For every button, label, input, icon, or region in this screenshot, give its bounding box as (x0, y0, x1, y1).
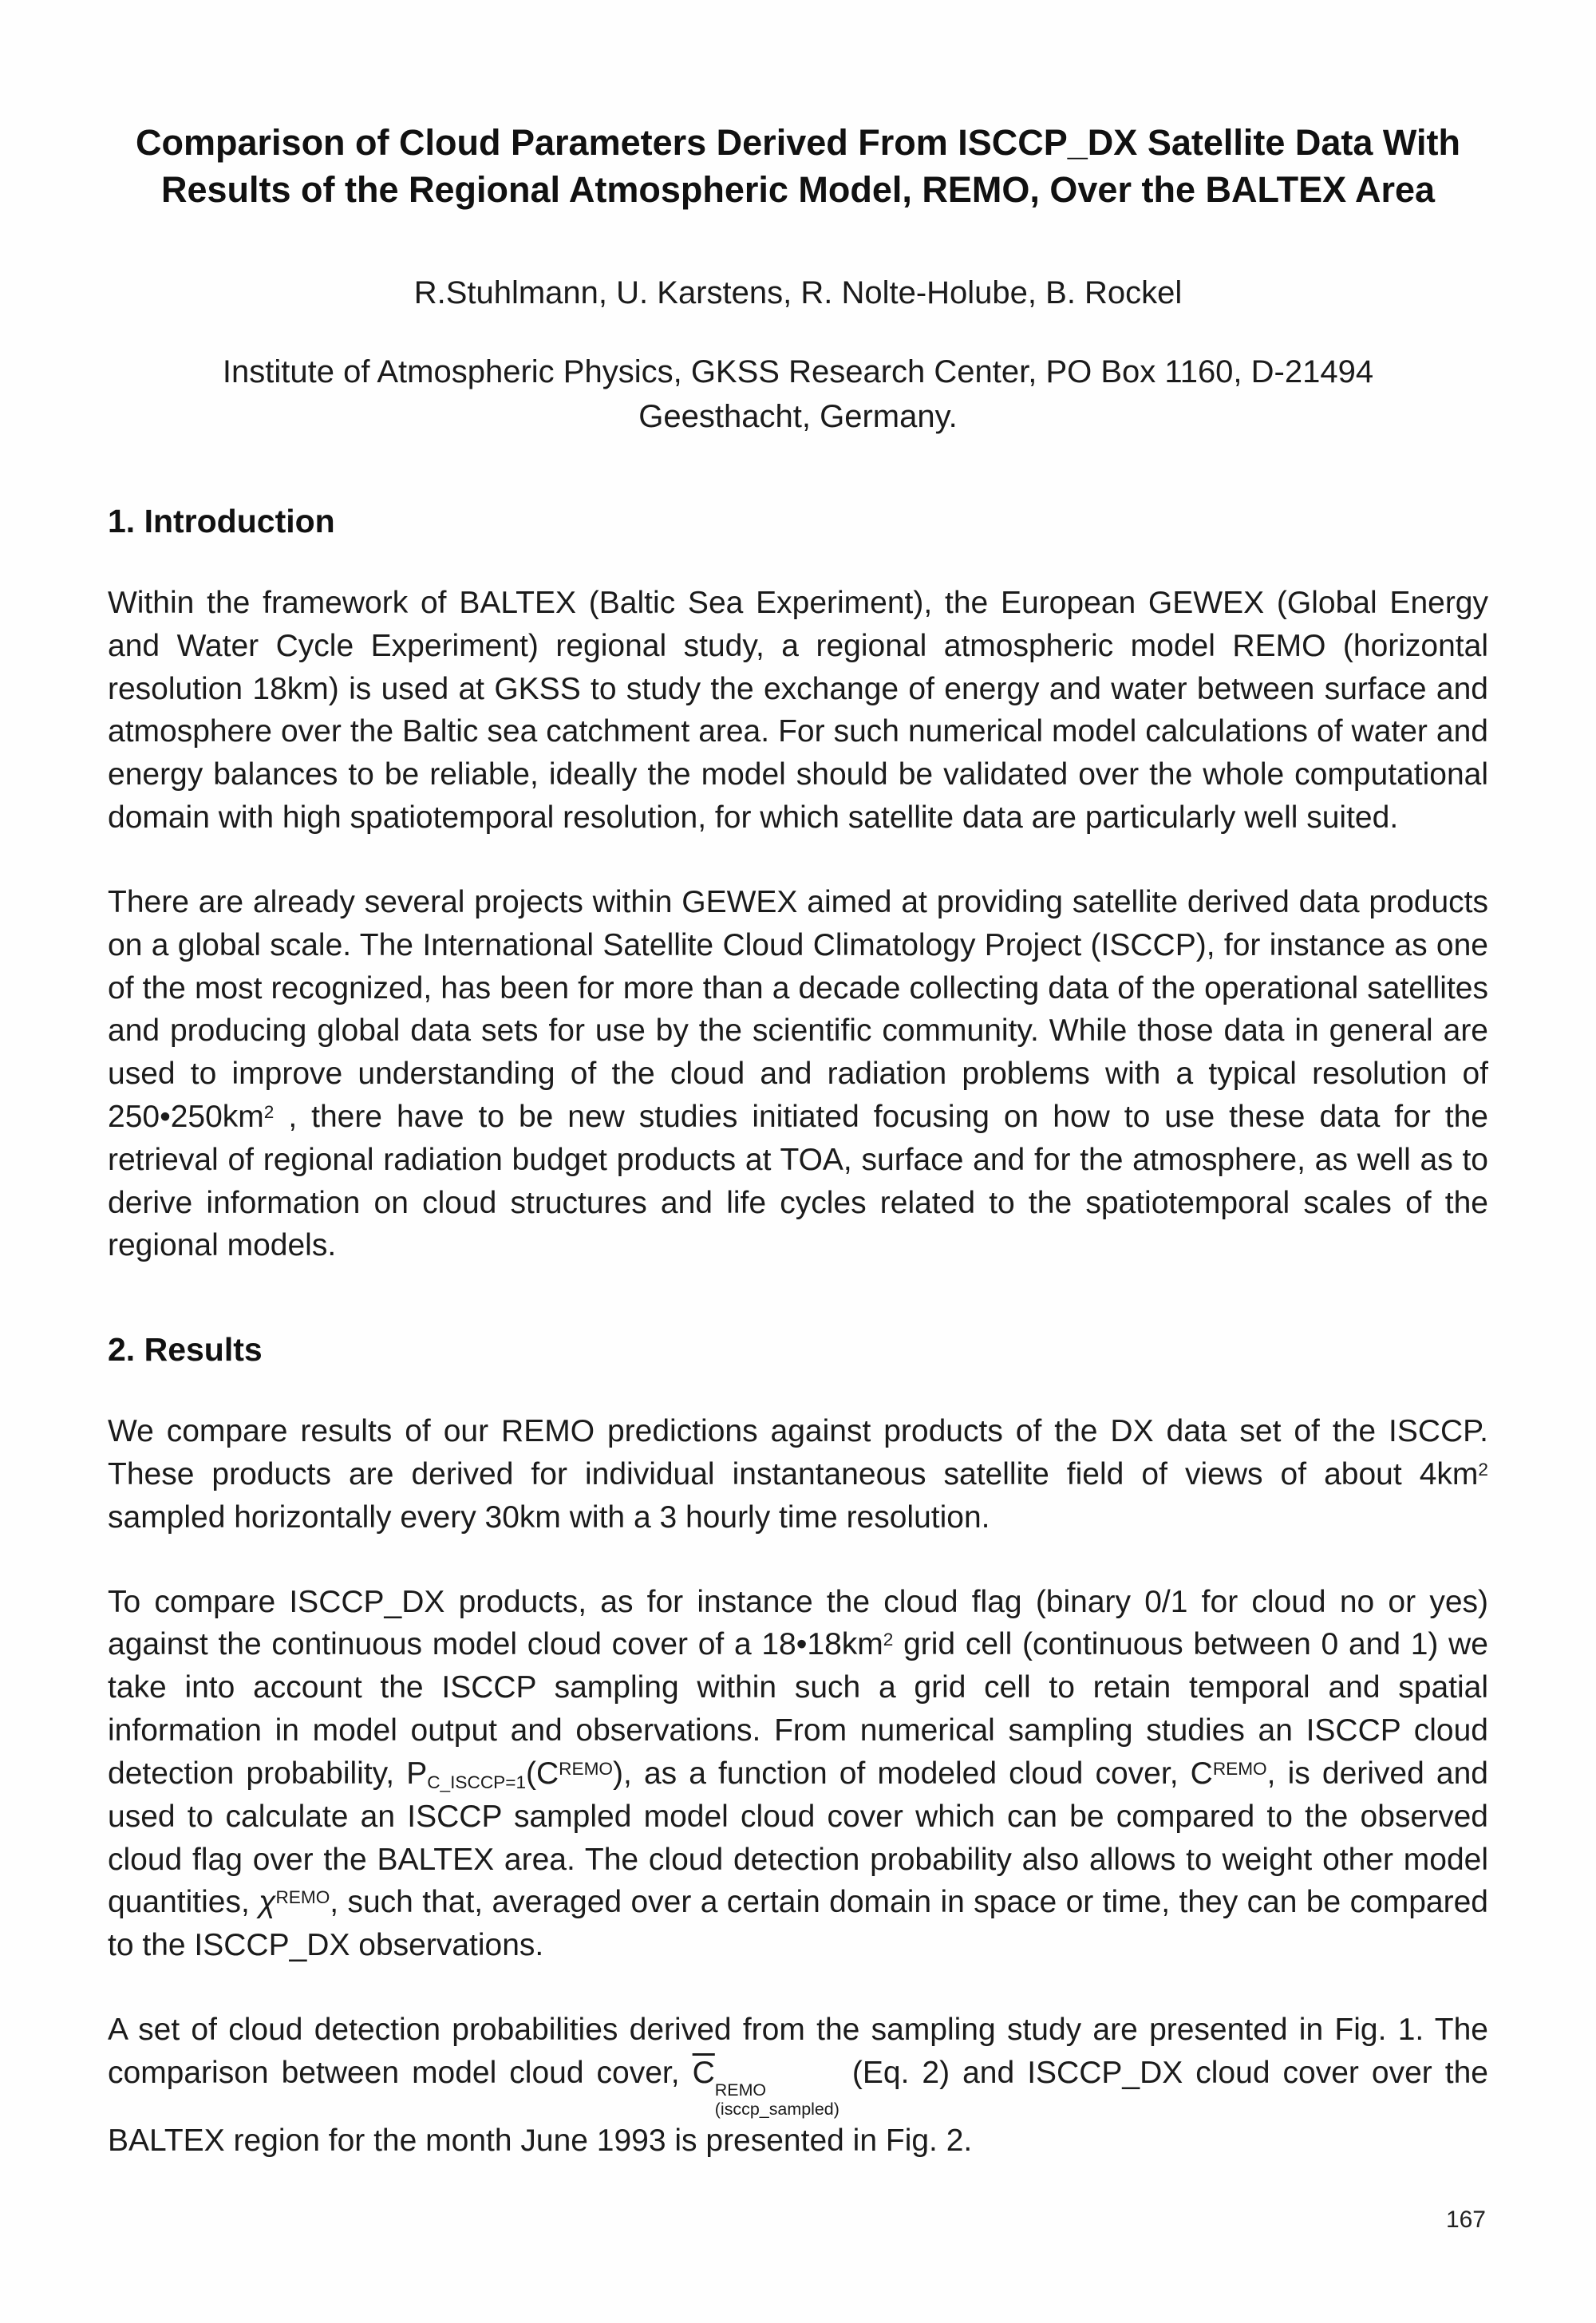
page-number: 167 (1445, 2206, 1486, 2233)
paragraph-introduction-1: Within the framework of BALTEX (Baltic Sea Experiment), the European GEWEX (Global Energy and Water Cycle Experiment) regional study, a regional atmospheric model REMO (horizontal resolution 18km) is used at GKSS to study the exchange of energy and water between surface and atmosphere over the Baltic sea catchment area. For such numerical model calculations of water and energy balances to be reliable, ideally the model should be validated over the whole computational domain with high spatiotemporal resolution, for which satellite data are particularly well suited. (108, 586, 1488, 836)
section-introduction (108, 503, 1488, 1267)
paper-title: Comparison of Cloud Parameters Derived From ISCCP_DX Satellite Data With Results of the Regional Atmospheric Model, REMO, Over the BALTEX Area (136, 122, 1460, 210)
section-results (108, 1331, 1488, 2163)
authors-line: R.Stuhlmann, U. Karstens, R. Nolte-Holube, B. Rockel (413, 275, 1183, 310)
paragraph-introduction-2: There are already several projects within GEWEX aimed at providing satellite derived data products on a global scale. The International Satellite Cloud Climatology Project (ISCCP), for instance as one of the most recognized, has been for more than a decade collecting data of the operational satellites and producing global data sets for use by the scientific community. While those data in general are used to improve understanding of the cloud and radiation problems with a typical resolution of $250•250km^2$ , there have to be new studies initiated focusing on how to use these data for the retrieval of regional radiation budget products at TOA, surface and for the atmosphere, as well as to derive information on cloud structures and life cycles related to the spatiotemporal scales of the regional models. (108, 884, 1488, 1263)
section-heading-results: 2. Results (108, 1331, 263, 1369)
paragraph-results-3: A set of cloud detection probabilities derived from the sampling study are presented in Fig. 1. The comparison between model cloud cover, $\overline{C}$ REMO (isccp_sampled) (Eq. 2) and ISCCP_DX cloud cover over the BALTEX region for the month June 1993 is presented in Fig. 2. (108, 2012, 1488, 2159)
section-heading-introduction: 1. Introduction (108, 503, 335, 539)
paragraph-results-2: To compare ISCCP_DX products, as for instance the cloud flag (binary 0/1 for cloud no or yes) against the continuous model cloud cover of a $18•18km^2$ grid cell (continuous between 0 and 1) we take into account the ISCCP sampling within such a grid cell to retain temporal and spatial information in model output and observations. From numerical sampling studies an ISCCP cloud detection probability, $P_{C\_ISCCP=1}(C^{REMO})$, as a function of modeled cloud cover, $C^{REMO}$, is derived and used to calculate an ISCCP sampled model cloud cover which can be compared to the observed cloud flag over the BALTEX area. The cloud detection probability also allows to weight other model quantities, $\chi^{REMO}$, such that, averaged over a certain domain in space or time, they can be compared to the ISCCP_DX observations. (108, 1584, 1488, 1963)
paragraph-results-1: We compare results of our REMO predictions against products of the DX data set of the ISCCP. These products are derived for individual instantaneous satellite field of views of about $4km^2$ sampled horizontally every 30km with a 3 hourly time resolution. (108, 1414, 1488, 1535)
affiliation-line: Institute of Atmospheric Physics, GKSS Research Center, PO Box 1160, D-21494 Geesthacht, Germany. (222, 354, 1374, 434)
